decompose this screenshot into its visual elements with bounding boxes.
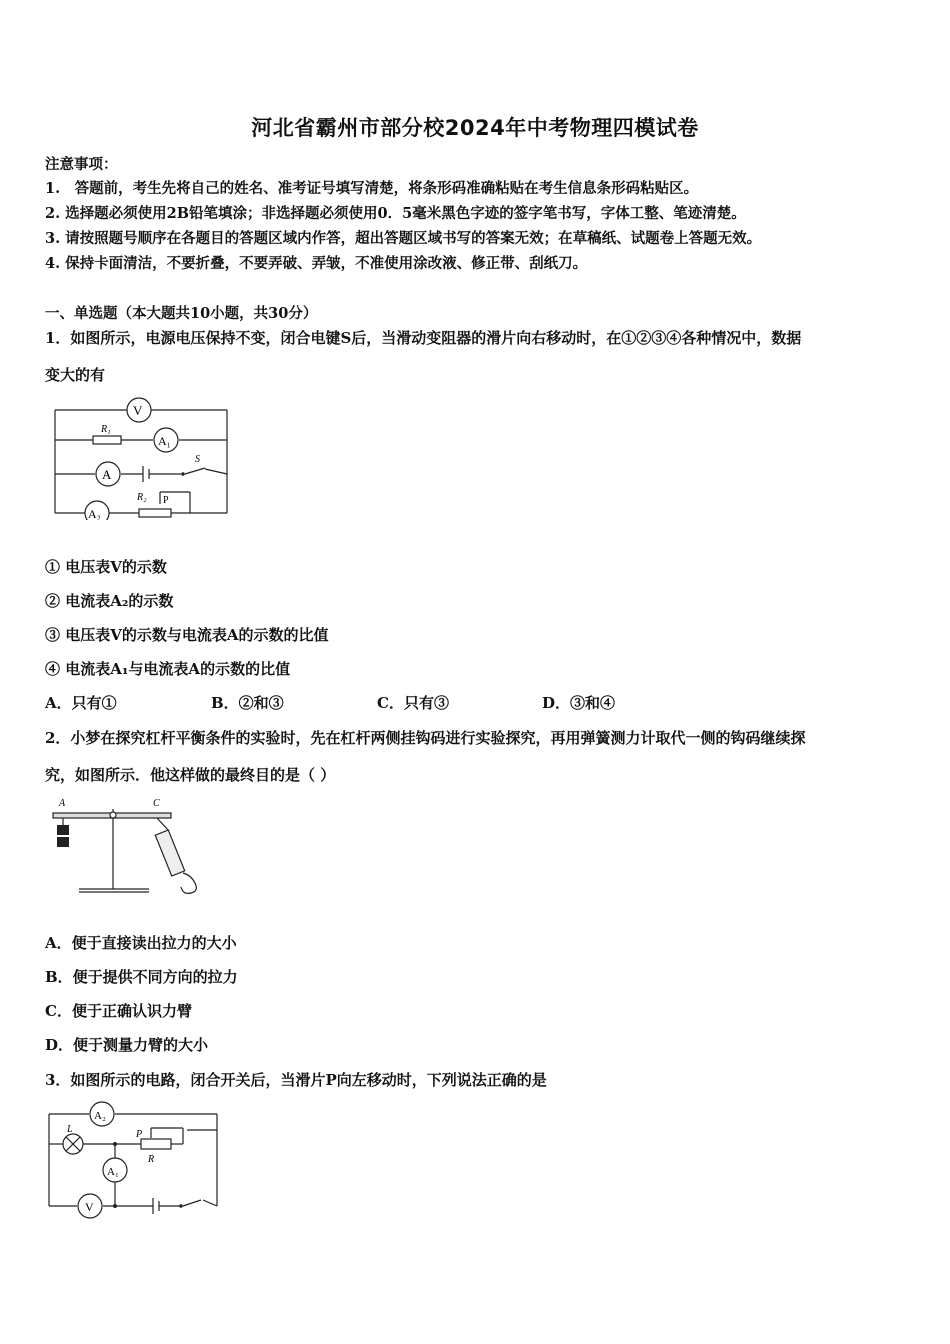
q1-stem-line1: 1．如图所示，电源电压保持不变，闭合电键S后，当滑动变阻器的滑片向右移动时，在①②③④各种情况中，数据 (45, 329, 802, 347)
q2-stem-line2: 究，如图所示．他这样做的最终目的是（ ） (45, 766, 336, 784)
q1-a1-label: A₁ (158, 434, 171, 448)
q2-option-c: C．便于正确认识力臂 (45, 1002, 192, 1020)
notice-heading: 注意事项： (45, 156, 118, 173)
notice-item: 3. 请按照题号顺序在各题目的答题区域内作答，超出答题区域书写的答案无效；在草稿纸、试题卷上答题无效。 (45, 230, 762, 247)
q1-a2-label: A₂ (88, 507, 101, 520)
q3-slider-label: P (136, 1129, 143, 1140)
q1-statement: ③ 电压表V的示数与电流表A的示数的比值 (45, 626, 329, 644)
q1-option-b: B．②和③ (211, 694, 284, 712)
page-title: 河北省霸州市部分校2024年中考物理四模试卷 (251, 116, 699, 140)
q1-r1-label: R₁ (101, 424, 111, 435)
q2-point-c-label: C (153, 798, 160, 809)
q1-circuit-figure (45, 396, 235, 520)
q2-option-b: B．便于提供不同方向的拉力 (45, 968, 238, 986)
q2-point-a-label: A (59, 798, 66, 809)
q3-voltmeter-label: V (85, 1200, 94, 1214)
q1-option-d: D．③和④ (542, 694, 616, 712)
q1-option-c: C．只有③ (377, 694, 449, 712)
q1-voltmeter-label: V (133, 403, 143, 418)
q1-slider-label: P (163, 495, 169, 506)
q1-ammeter-label: A (102, 467, 112, 482)
q2-option-d: D．便于测量力臂的大小 (45, 1036, 209, 1054)
notice-item: 2. 选择题必须使用2B铅笔填涂；非选择题必须使用0．5毫米黑色字迹的签字笔书写，字体工整、笔迹清楚。 (45, 205, 746, 222)
q1-option-a: A．只有① (45, 694, 117, 712)
notice-item: 4. 保持卡面清洁，不要折叠，不要弄破、弄皱，不准使用涂改液、修正带、刮纸刀。 (45, 255, 588, 272)
q2-stem-line1: 2．小梦在探究杠杆平衡条件的实验时，先在杠杆两侧挂钩码进行实验探究，再用弹簧测力计取代一侧的钩码继续探 (45, 729, 806, 747)
q3-rheostat-label: R (148, 1154, 155, 1165)
q3-stem: 3．如图所示的电路，闭合开关后，当滑片P向左移动时，下列说法正确的是 (45, 1071, 547, 1089)
q1-statement: ② 电流表A₂的示数 (45, 592, 174, 610)
q2-option-a: A．便于直接读出拉力的大小 (45, 934, 237, 952)
q1-switch-label: S (195, 454, 200, 465)
notice-item: 1. 答题前，考生先将自己的姓名、准考证号填写清楚，将条形码准确粘贴在考生信息条形码粘贴区。 (45, 180, 699, 197)
q2-lever-figure (45, 795, 215, 900)
q1-statement: ① 电压表V的示数 (45, 558, 167, 576)
q1-stem-line2: 变大的有 (45, 366, 106, 384)
q3-a1-label: A₁ (107, 1166, 119, 1178)
q3-lamp-label: L (67, 1124, 73, 1135)
q1-r2-label: R₂ (137, 492, 147, 503)
section-heading: 一、单选题（本大题共10小题，共30分） (45, 305, 318, 322)
q1-statement: ④ 电流表A₁与电流表A的示数的比值 (45, 660, 291, 678)
q3-a2-label: A₂ (94, 1110, 106, 1122)
q3-circuit-figure (45, 1100, 225, 1222)
